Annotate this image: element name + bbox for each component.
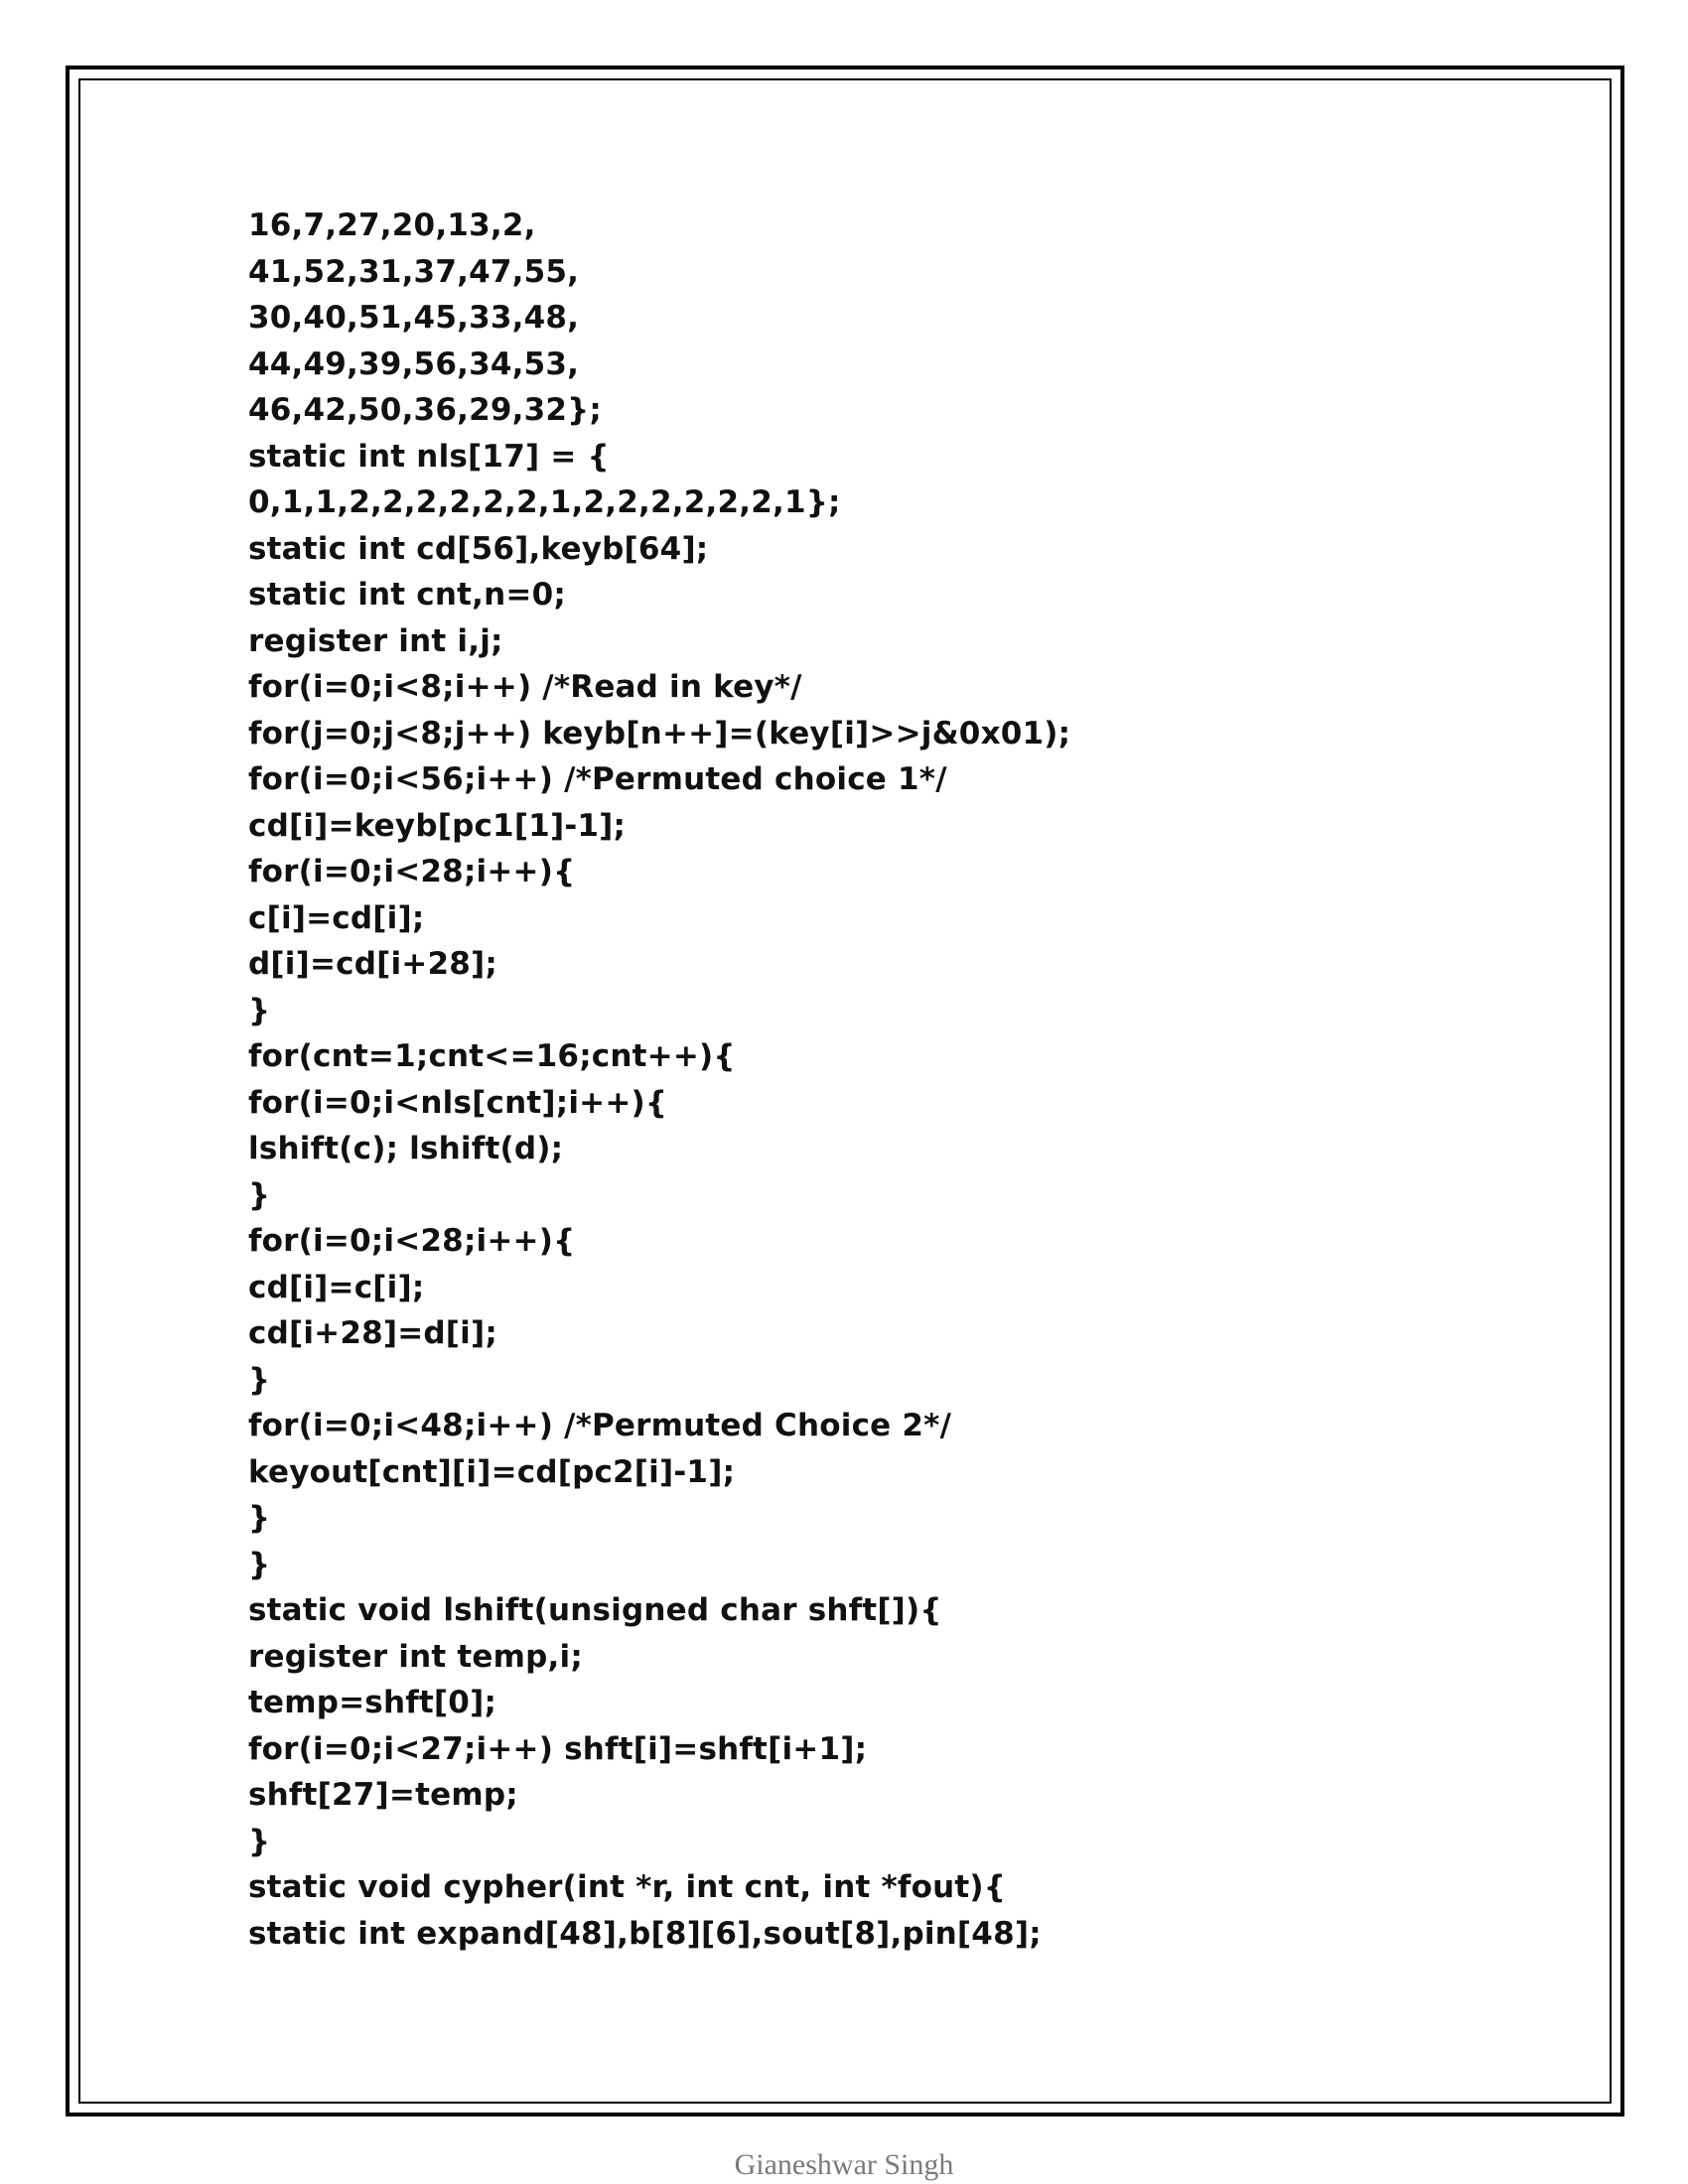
code-line: for(i=0;i<28;i++){ — [248, 1223, 576, 1259]
code-line: 30,40,51,45,33,48, — [248, 300, 580, 336]
code-line: static int expand[48],b[8][6],sout[8],pin[48]; — [248, 1915, 1042, 1952]
code-line: } — [248, 1823, 271, 1859]
code-line: for(j=0;j<8;j++) keyb[n++]=(key[i]>>j&0x01); — [248, 715, 1071, 751]
code-line: 16,7,27,20,13,2, — [248, 207, 536, 243]
code-line: temp=shft[0]; — [248, 1685, 497, 1720]
code-line: for(i=0;i<48;i++) /*Permuted Choice 2*/ — [248, 1408, 952, 1443]
code-line: c[i]=cd[i]; — [248, 899, 425, 936]
code-line: 41,52,31,37,47,55, — [248, 253, 580, 290]
code-line: d[i]=cd[i+28]; — [248, 946, 497, 982]
code-line: for(i=0;i<56;i++) /*Permuted choice 1*/ — [248, 761, 947, 797]
code-line: 46,42,50,36,29,32}; — [248, 392, 602, 428]
code-line: } — [248, 992, 271, 1028]
code-line: } — [248, 1546, 271, 1582]
code-line: for(i=0;i<8;i++) /*Read in key*/ — [248, 669, 802, 705]
code-line: keyout[cnt][i]=cd[pc2[i]-1]; — [248, 1453, 736, 1490]
code-line: } — [248, 1361, 271, 1398]
code-line: static void cypher(int *r, int cnt, int *fout){ — [248, 1869, 1007, 1905]
code-line: shft[27]=temp; — [248, 1777, 518, 1813]
page-footer-author: Gianeshwar Singh — [734, 2148, 954, 2181]
code-line: } — [248, 1176, 271, 1213]
code-line: } — [248, 1500, 271, 1536]
code-line: 0,1,1,2,2,2,2,2,2,1,2,2,2,2,2,2,1}; — [248, 484, 841, 520]
code-line: cd[i]=c[i]; — [248, 1269, 425, 1305]
code-line: for(i=0;i<nls[cnt];i++){ — [248, 1084, 668, 1121]
code-listing — [248, 203, 1539, 1957]
code-line: static void lshift(unsigned char shft[]){ — [248, 1592, 942, 1628]
code-line: static int nls[17] = { — [248, 438, 610, 475]
code-line: register int temp,i; — [248, 1638, 583, 1675]
code-line: cd[i]=keyb[pc1[1]-1]; — [248, 807, 627, 844]
code-line: for(i=0;i<28;i++){ — [248, 854, 576, 889]
code-line: lshift(c); lshift(d); — [248, 1131, 564, 1166]
code-line: static int cd[56],keyb[64]; — [248, 530, 709, 567]
code-line: cd[i+28]=d[i]; — [248, 1315, 497, 1351]
code-line: register int i,j; — [248, 622, 503, 659]
code-line: static int cnt,n=0; — [248, 577, 566, 613]
code-line: 44,49,39,56,34,53, — [248, 345, 580, 382]
code-line: for(cnt=1;cnt<=16;cnt++){ — [248, 1038, 736, 1074]
code-line: for(i=0;i<27;i++) shft[i]=shft[i+1]; — [248, 1730, 868, 1767]
